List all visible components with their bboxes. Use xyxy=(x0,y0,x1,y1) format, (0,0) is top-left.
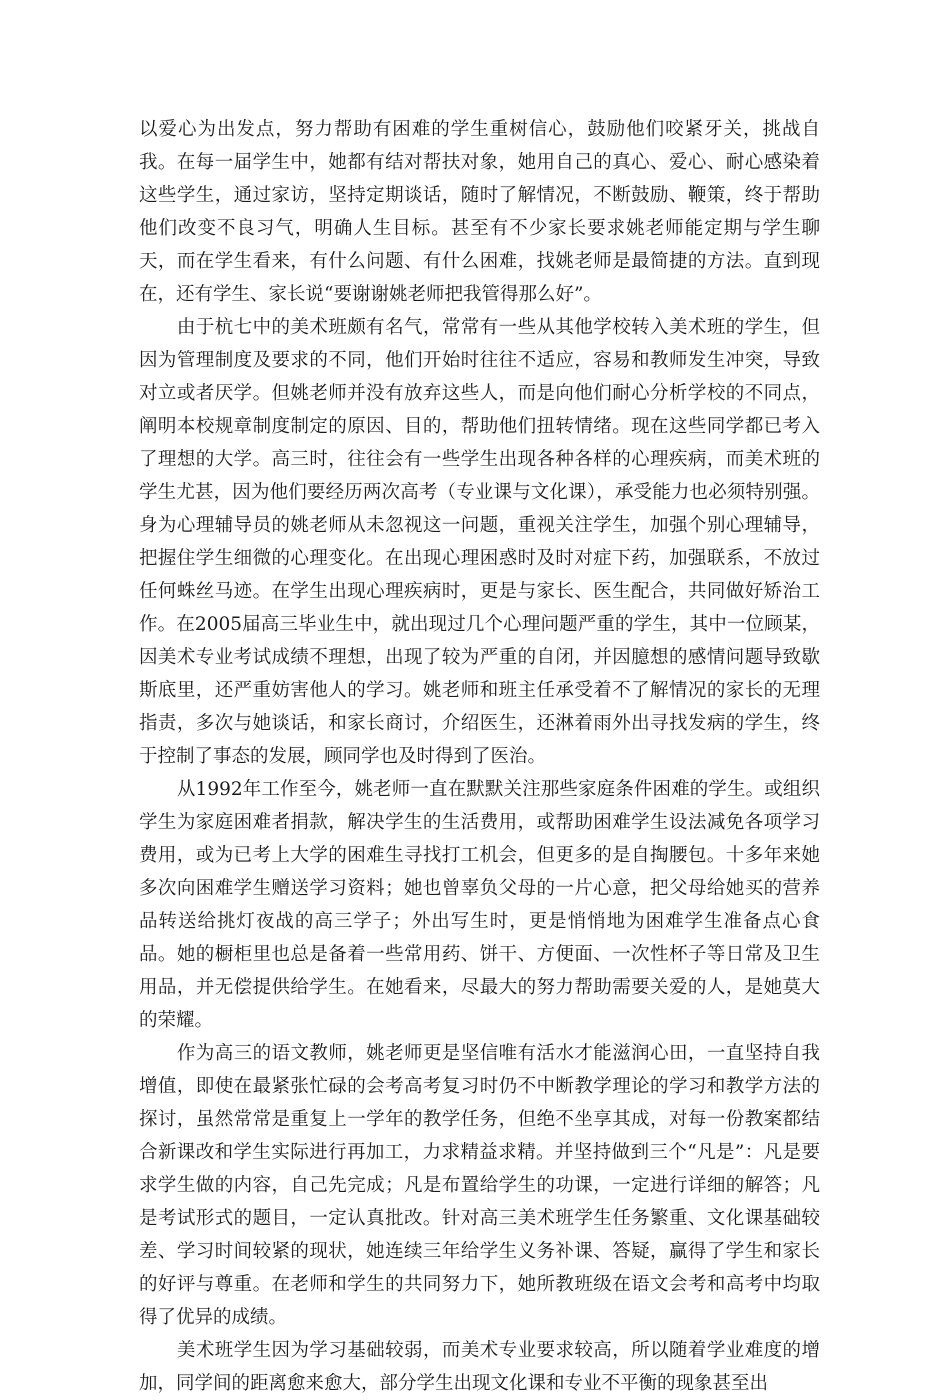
paragraph-2: 由于杭七中的美术班颇有名气，常常有一些从其他学校转入美术班的学生，但因为管理制度及要求的不同，他们开始时往往不适应，容易和教师发生冲突，导致对立或者厌学。但姚老师并没有放弃这些人，而是向他们耐心分析学校的不同点，阐明本校规章制度制定的原因、目的，帮助他们扭转情绪。现在这些同学都已考入了理想的大学。高三时，往往会有一些学生出现各种各样的心理疾病，而美术班的学生尤甚，因为他们要经历两次高考（专业课与文化课），承受能力也必须特别强。身为心理辅导员的姚老师从未忽视这一问题，重视关注学生，加强个别心理辅导，把握住学生细微的心理变化。在出现心理困惑时及时对症下药，加强联系，不放过任何蛛丝马迹。在学生出现心理疾病时，更是与家长、医生配合，共同做好矫治工作。在2005届高三毕业生中，就出现过几个心理问题严重的学生，其中一位顾某，因美术专业考试成绩不理想，出现了较为严重的自闭，并因臆想的感情问题导致歇斯底里，还严重妨害他人的学习。姚老师和班主任承受着不了解情况的家长的无理指责，多次与她谈话，和家长商讨，介绍医生，还淋着雨外出寻找发病的学生，终于控制了事态的发展，顾同学也及时得到了医治。 xyxy=(139,317,820,767)
paragraph-4: 作为高三的语文教师，姚老师更是坚信唯有活水才能滋润心田，一直坚持自我增值，即使在最紧张忙碌的会考高考复习时仍不中断教学理论的学习和教学方法的探讨，虽然常常是重复上一学年的教学任务，但绝不坐享其成，对每一份教案都结合新课改和学生实际进行再加工，力求精益求精。并坚持做到三个“凡是”：凡是要求学生做的内容，自己先完成；凡是布置给学生的功课，一定进行详细的解答；凡是考试形式的题目，一定认真批改。针对高三美术班学生任务繁重、文化课基础较差、学习时间较紧的现状，她连续三年给学生义务补课、答疑，赢得了学生和家长的好评与尊重。在老师和学生的共同努力下，她所教班级在语文会考和高考中均取得了优异的成绩。 xyxy=(139,1043,820,1328)
paragraph-1: 以爱心为出发点，努力帮助有困难的学生重树信心，鼓励他们咬紧牙关，挑战自我。在每一届学生中，她都有结对帮扶对象，她用自己的真心、爱心、耐心感染着这些学生，通过家访，坚持定期谈话，随时了解情况，不断鼓励、鞭策，终于帮助他们改变不良习气，明确人生目标。甚至有不少家长要求姚老师能定期与学生聊天，而在学生看来，有什么问题、有什么困难，找姚老师是最简捷的方法。直到现在，还有学生、家长说“要谢谢姚老师把我管得那么好”。 xyxy=(139,119,820,305)
paragraph-3: 从1992年工作至今，姚老师一直在默默关注那些家庭条件困难的学生。或组织学生为家庭困难者捐款，解决学生的生活费用，或帮助困难学生设法减免各项学习费用，或为已考上大学的困难生寻找打工机会，但更多的是自掏腰包。十多年来她多次向困难学生赠送学习资料；她也曾辜负父母的一片心意，把父母给她买的营养品转送给挑灯夜战的高三学子；外出写生时，更是悄悄地为困难学生准备点心食品。她的橱柜里也总是备着一些常用药、饼干、方便面、一次性杯子等日常及卫生用品，并无偿提供给学生。在她看来，尽最大的努力帮助需要关爱的人，是她莫大的荣耀。 xyxy=(139,779,820,1031)
document-page xyxy=(139,113,820,1400)
paragraph-5: 美术班学生因为学习基础较弱，而美术专业要求较高，所以随着学业难度的增加，同学间的距离愈来愈大，部分学生出现文化课和专业不平衡的现象甚至出 xyxy=(139,1340,820,1394)
